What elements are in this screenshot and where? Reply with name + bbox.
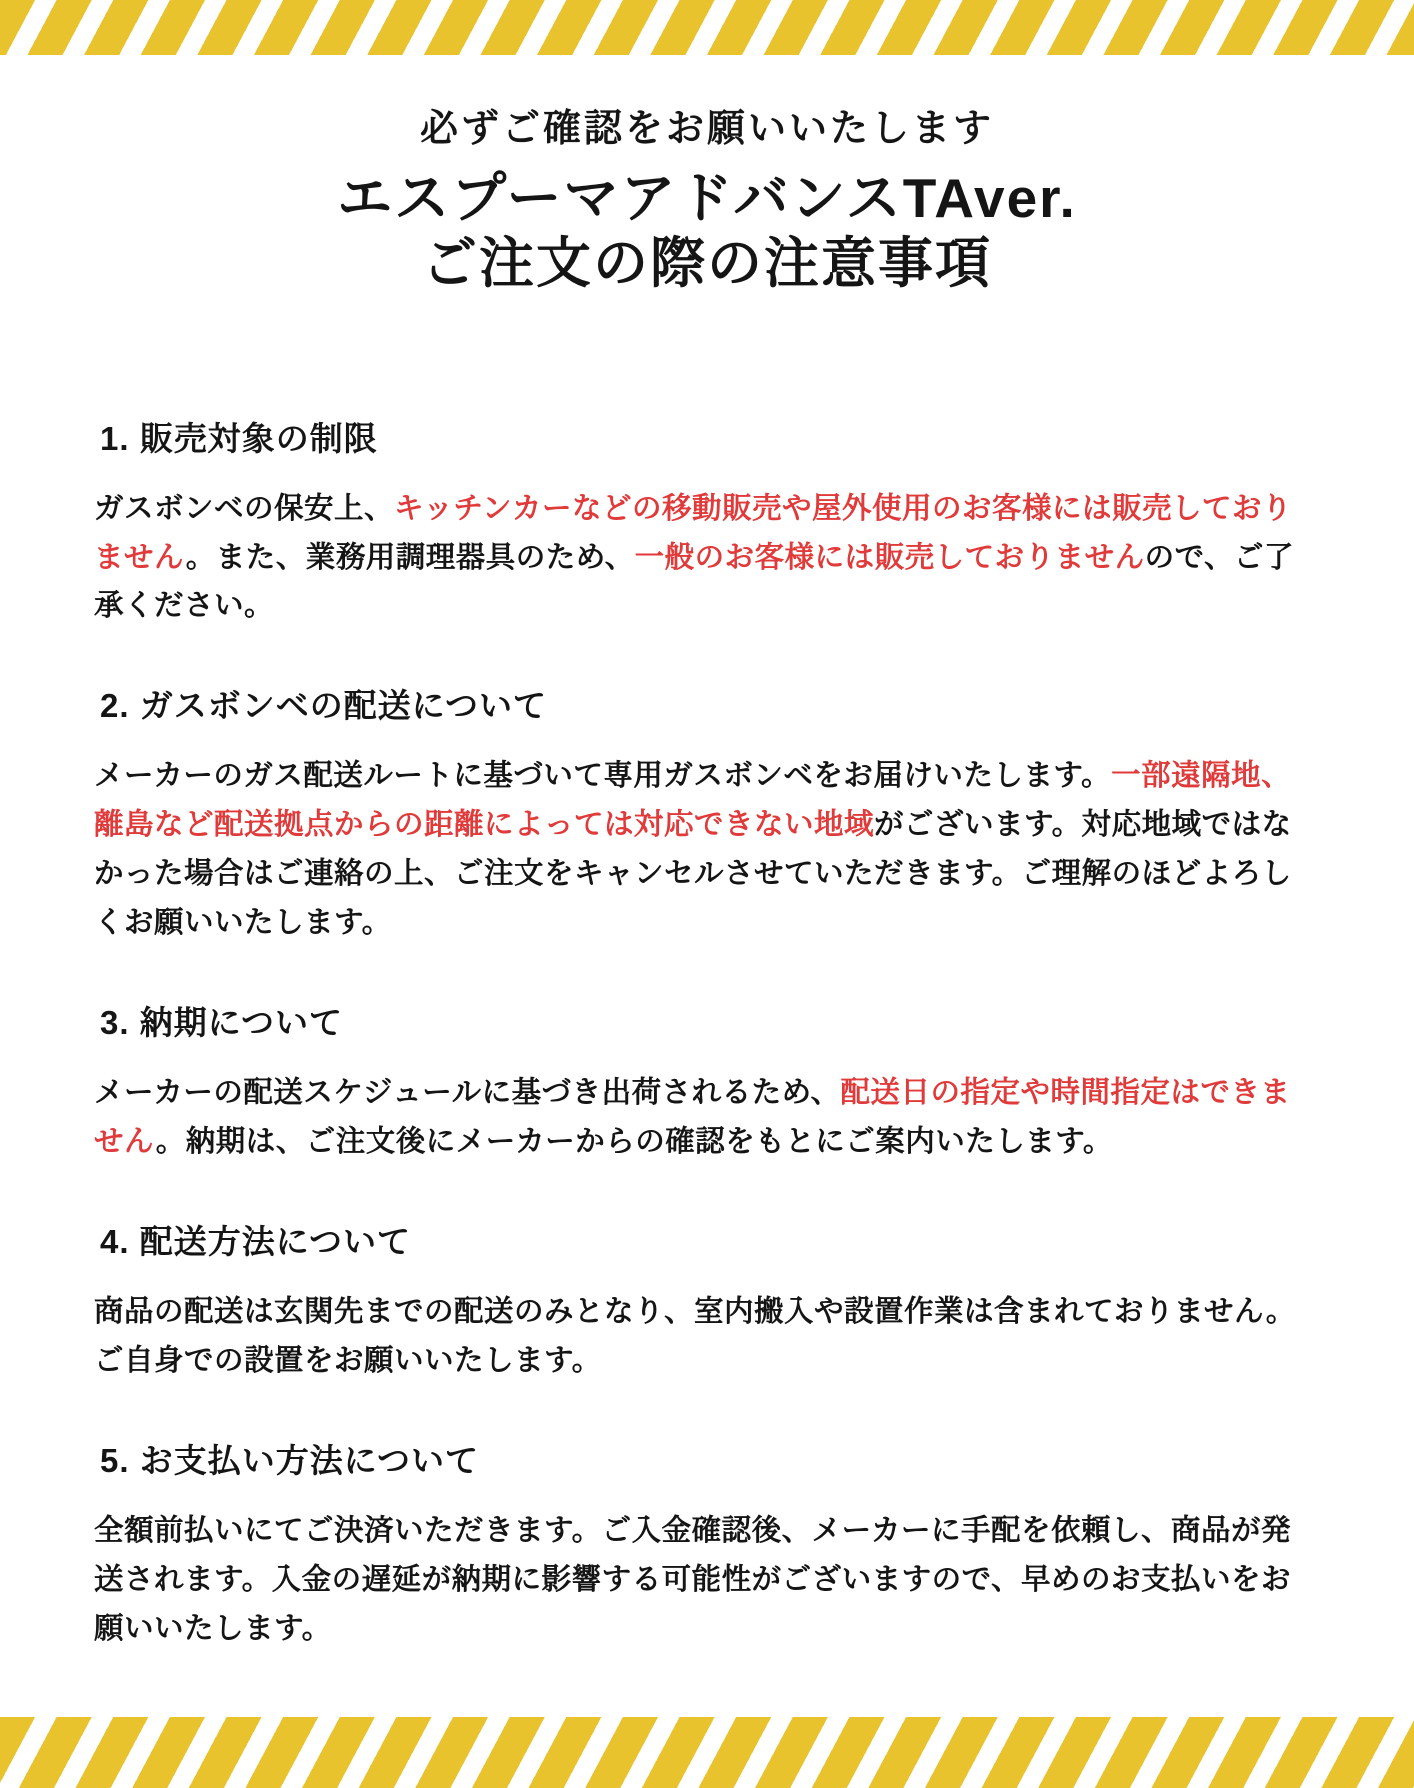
section-paragraph [94,1507,1320,1654]
section-paragraph [94,1288,1320,1386]
section-heading: 5. お支払い方法について [100,1441,480,1479]
text-segment: 一部遠隔地、離島など配送拠点からの距離によっては対応できない地域 [94,759,1292,842]
text-segment: 全額前払いにてご決済いただきます。ご入金確認後、メーカーに手配を依頼し、商品が発送されます。入金の遅延が納期に影響する可能性がございますので、早めのお支払いをお願いいたします。 [94,1513,1292,1645]
section-heading: 2. ガスボンベの配送について [100,687,548,725]
text-segment: ガスボンベの保安上、 [94,491,395,525]
notice-section [94,1440,1320,1654]
notice-title-line1: エスプーマアドバンスTAver. [337,166,1077,229]
notice-section [94,685,1320,948]
notice-section [94,1221,1320,1386]
text-segment: 。また、業務用調理器具のため、 [185,540,635,574]
text-segment: 配送日の指定や時間指定はできません [94,1076,1291,1159]
notice-sections [0,418,1414,1654]
hazard-stripe-top [0,0,1414,55]
notice-subtitle: 必ずご確認をお願いいたします [419,108,994,150]
section-paragraph [94,752,1320,948]
text-segment: キッチンカーなどの移動販売や屋外使用のお客様には販売しておりません [94,491,1292,574]
section-heading: 4. 配送方法について [100,1223,412,1261]
section-paragraph [94,485,1320,632]
section-heading: 3. 納期について [100,1004,344,1042]
section-heading: 1. 販売対象の制限 [100,419,378,457]
notice-section [94,418,1320,632]
hazard-stripe-bottom [0,1717,1414,1788]
text-segment: メーカーの配送スケジュールに基づき出荷されるため、 [94,1076,841,1110]
text-segment: 一般のお客様には販売しておりません [634,540,1145,574]
text-segment: がございます。対応地域ではなかった場合はご連絡の上、ご注文をキャンセルさせていただきます。ご理解のほどよろしくお願いいたします。 [94,808,1292,940]
notice-section [94,1002,1320,1167]
text-segment: メーカーのガス配送ルートに基づいて専用ガスボンベをお届けいたします。 [94,759,1112,793]
text-segment: ので、ご了承ください。 [94,540,1295,623]
section-paragraph [94,1069,1320,1167]
text-segment: 商品の配送は玄関先までの配送のみとなり、室内搬入や設置作業は含まれておりません。ご自身での設置をお願いいたします。 [94,1294,1296,1377]
text-segment: 。納期は、ご注文後にメーカーからの確認をもとにご案内いたします。 [155,1125,1113,1159]
notice-title-line2: ご注文の際の注意事項 [421,231,992,294]
